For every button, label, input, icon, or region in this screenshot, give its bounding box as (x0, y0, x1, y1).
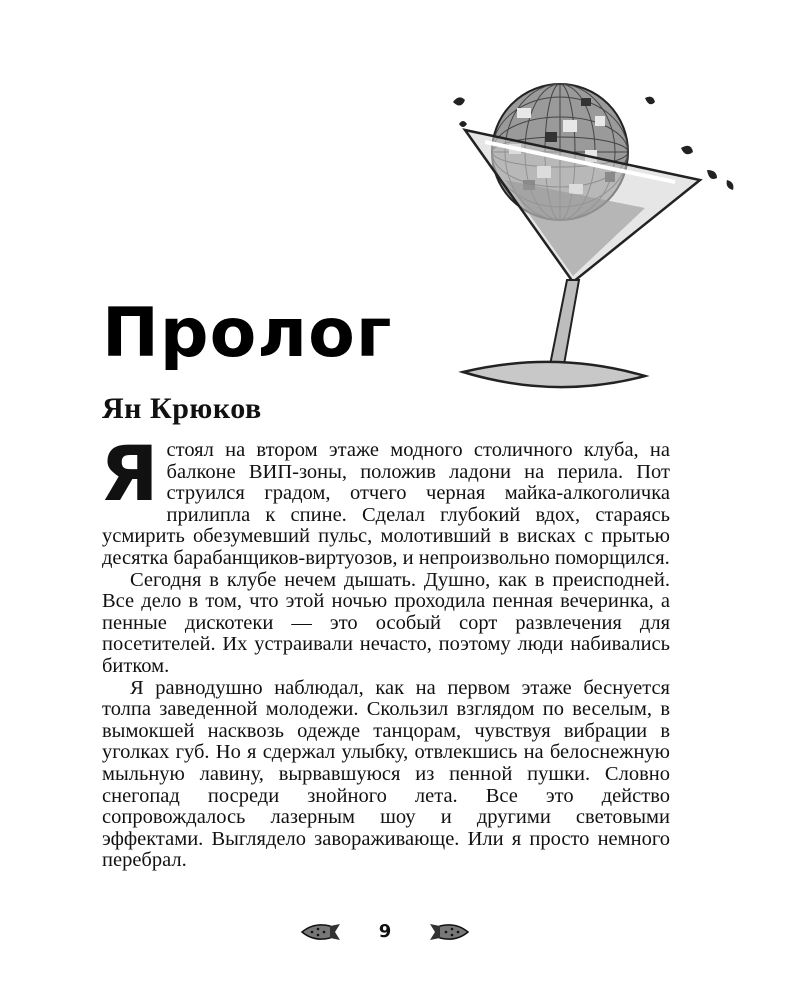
paragraph: Сегодня в клубе нечем дышать. Душно, как в преисподней. Все дело в том, что этой ночью проходила пенная вечеринка, а пенные дискотеки — это особый сорт развлечения для посетителей. Их устраивали нечасто, поэтому люди набивались битком. (102, 568, 670, 677)
chapter-text (100, 429, 670, 872)
page-footer (0, 918, 800, 948)
author-name: Ян Крюков (102, 392, 262, 425)
martini-disco-ball-illustration (445, 80, 750, 405)
page-number: 9 (378, 921, 392, 942)
paragraph-text: стоял на втором этаже модного столичного клуба, на балконе ВИП-зоны, положив ладони на перила. Пот струился градом, отчего черная майка-алкоголичка прилипла к спине. Сделал глубокий вдох, стараясь усмирить обезумевший пульс, молотивший в висках с прытью десятка барабанщиков-виртуозов, и непроизвольно поморщился. (102, 439, 670, 569)
strawberry-icon (300, 920, 342, 944)
paragraph (100, 429, 670, 570)
strawberry-icon (428, 920, 470, 944)
chapter-title: Пролог (102, 294, 393, 373)
paragraph: Я равнодушно наблюдал, как на первом этаже беснуется толпа заведенной молодежи. Скользил взглядом по веселым, в вымокшей насквозь одежде танцорам, чувствуя вибрации в уголках губ. Но я сдержал улыбку, отвлекшись на белоснежную мыльную лавину, вырвавшуюся из пенной пушки. Словно снегопад посреди знойного лета. Все это действо сопровождалось лазерным шоу и другими световыми эффектами. Выглядело завораживающе. Или я просто немного перебрал. (102, 676, 670, 872)
drop-cap: Я (100, 429, 159, 518)
